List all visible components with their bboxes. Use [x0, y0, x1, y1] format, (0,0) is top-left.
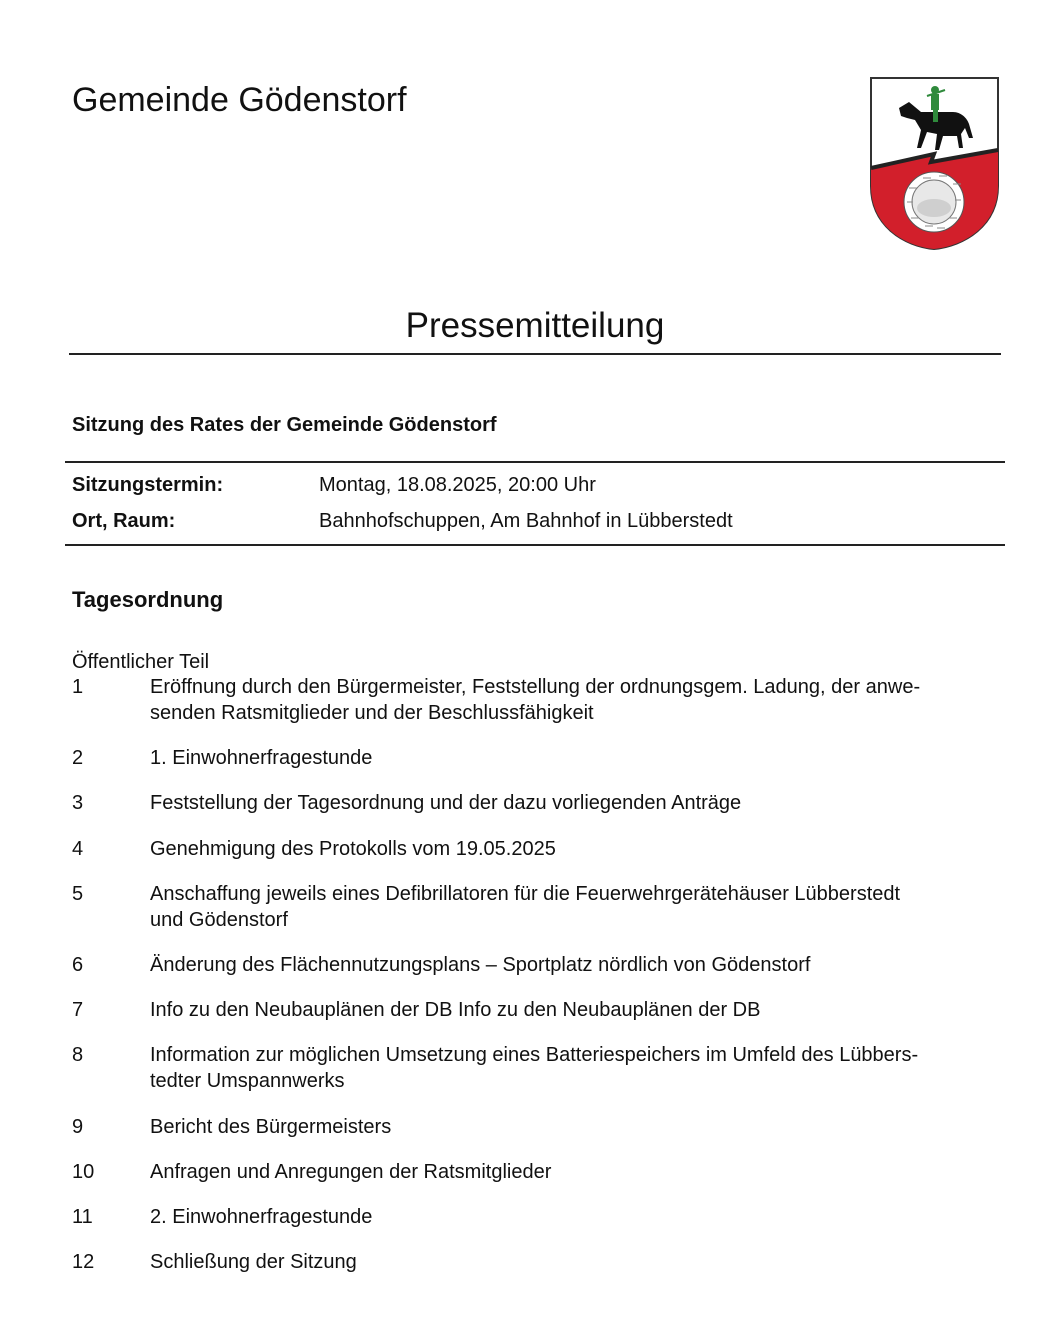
agenda-item-text-line: Anschaffung jeweils eines Defibrillatoren für die Feuerwehrgerätehäuser Lübberstedt	[150, 883, 901, 905]
agenda-item-text-line: tedter Umspannwerks	[150, 1070, 345, 1092]
agenda-item-number: 9	[72, 1116, 84, 1138]
agenda-item-number: 11	[72, 1206, 93, 1228]
agenda-item	[72, 997, 1002, 1023]
agenda-item-number: 12	[72, 1251, 95, 1273]
agenda-item-number: 6	[72, 954, 84, 976]
agenda-item	[72, 1249, 1002, 1275]
agenda-item-text: Änderung des Flächennutzungsplans – Sportplatz nördlich von Gödenstorf	[150, 954, 811, 976]
coat-of-arms-icon	[869, 76, 1000, 251]
agenda-item-text: Feststellung der Tagesordnung und der dazu vorliegenden Anträge	[150, 792, 742, 814]
meeting-place-row	[65, 503, 1005, 539]
agenda-item-text: Genehmigung des Protokolls vom 19.05.2025	[150, 838, 556, 860]
meeting-info-table	[65, 461, 1005, 546]
agenda-item	[72, 952, 1002, 978]
meeting-date-label: Sitzungstermin:	[72, 473, 224, 496]
agenda-item-text-line: senden Ratsmitglieder und der Beschlussfähigkeit	[150, 702, 594, 724]
agenda-item-number: 2	[72, 747, 84, 769]
agenda-item-number: 1	[72, 676, 84, 698]
agenda-item	[72, 881, 1002, 933]
public-part-label: Öffentlicher Teil	[72, 651, 210, 673]
agenda-item-text: Bericht des Bürgermeisters	[150, 1116, 392, 1138]
agenda-item	[72, 1042, 1002, 1094]
agenda-item-number: 4	[72, 838, 84, 860]
agenda-item-text: 2. Einwohnerfragestunde	[150, 1206, 373, 1228]
agenda-item	[72, 1114, 1002, 1140]
agenda-item	[72, 674, 1002, 726]
agenda-item	[72, 1159, 1002, 1185]
agenda-item-text: Anfragen und Anregungen der Ratsmitglieder	[150, 1161, 552, 1183]
agenda-item-number: 5	[72, 883, 84, 905]
agenda-heading: Tagesordnung	[72, 587, 224, 612]
page-title: Pressemitteilung	[405, 306, 665, 345]
agenda-item-text: 1. Einwohnerfragestunde	[150, 747, 373, 769]
agenda-item-text	[150, 881, 1002, 933]
municipality-name: Gemeinde Gödenstorf	[72, 81, 407, 119]
agenda-item	[72, 745, 1002, 771]
agenda-item-number: 10	[72, 1161, 95, 1183]
title-divider	[69, 353, 1001, 355]
agenda-item	[72, 1204, 1002, 1230]
agenda-item-text-line: Information zur möglichen Umsetzung eines Batteriespeichers im Umfeld des Lübbers-	[150, 1044, 919, 1066]
agenda-item-number: 7	[72, 999, 84, 1021]
meeting-place-value: Bahnhofschuppen, Am Bahnhof in Lübberstedt	[319, 509, 733, 532]
meeting-date-row	[65, 467, 1005, 503]
agenda-item-number: 3	[72, 792, 84, 814]
agenda-item-text-line: und Gödenstorf	[150, 909, 288, 931]
agenda-item	[72, 790, 1002, 816]
agenda-item-text: Schließung der Sitzung	[150, 1251, 357, 1273]
meeting-heading: Sitzung des Rates der Gemeinde Gödenstorf	[72, 414, 497, 436]
meeting-date-value: Montag, 18.08.2025, 20:00 Uhr	[319, 473, 596, 496]
agenda-item-text: Info zu den Neubauplänen der DB Info zu den Neubauplänen der DB	[150, 999, 761, 1021]
agenda-item-number: 8	[72, 1044, 84, 1066]
agenda-item-text	[150, 674, 1002, 726]
meeting-place-label: Ort, Raum:	[72, 509, 176, 532]
agenda-item-text	[150, 1042, 1002, 1094]
agenda-item-text-line: Eröffnung durch den Bürgermeister, Feststellung der ordnungsgem. Ladung, der anwe-	[150, 676, 921, 698]
agenda-item	[72, 836, 1002, 862]
